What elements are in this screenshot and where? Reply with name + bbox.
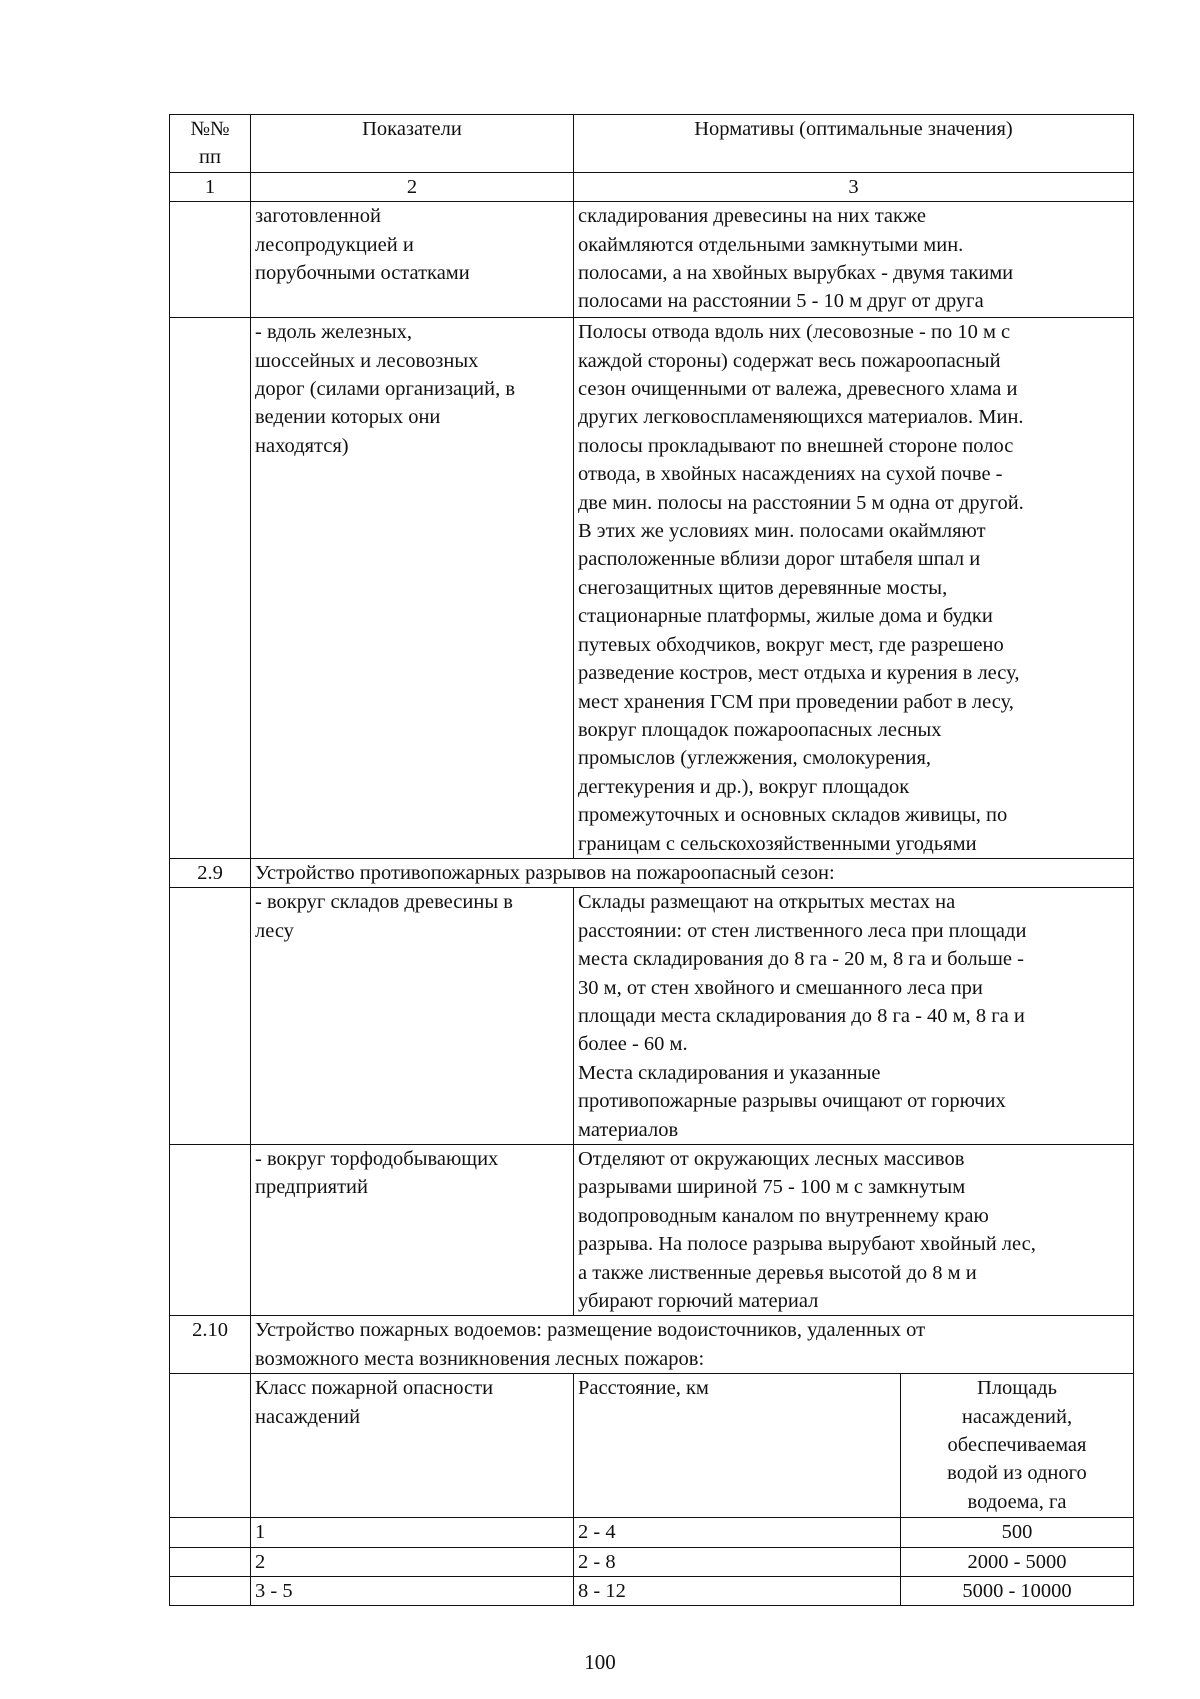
header-norms-col: Нормативы (оптимальные значения) — [574, 115, 1134, 173]
section-row — [170, 1316, 1134, 1374]
norm-cell: складирования древесины на них также окаймляются отдельными замкнутыми мин. полосами, а на хвойных вырубках - двумя такими полосами на расстоянии 5 - 10 м друг от друга — [574, 202, 1134, 318]
fire-class-header: Класс пожарной опасности насаждений — [251, 1374, 574, 1518]
table-header-row — [170, 115, 1134, 173]
distance-cell: 2 - 8 — [574, 1547, 901, 1576]
section-number: 2.10 — [170, 1316, 251, 1374]
table-row — [170, 1145, 1134, 1316]
subtable-header-row — [170, 1374, 1134, 1518]
fire-class-cell: 3 - 5 — [251, 1577, 574, 1606]
area-cell: 2000 - 5000 — [901, 1547, 1134, 1576]
area-cell: 5000 - 10000 — [901, 1577, 1134, 1606]
section-row — [170, 858, 1134, 887]
norm-cell: Полосы отвода вдоль них (лесовозные - по 10 м с каждой стороны) содержат весь пожароопасный сезон очищенными от валежа, древесного хлама и других легковоспламеняющихся материалов. Мин. полосы прокладывают по внешней стороне полос отвода, в хвойных насаждениях на сухой почве - две мин. полосы на расстоянии 5 м одна от другой. В этих же условиях мин. полосами окаймляют расположенные вблизи дорог штабеля шпал и снегозащитных щитов деревянные мосты, стационарные платформы, жилые дома и будки путевых обходчиков, вокруг мест, где разрешено разведение костров, мест отдыха и курения в лесу, мест хранения ГСМ при проведении работ в лесу, вокруг площадок пожароопасных лесных промыслов (углежжения, смолокурения, дегтекурения и др.), вокруг площадок промежуточных и основных складов живицы, по границам с сельскохозяйственными угодьями — [574, 318, 1134, 859]
norms-table — [169, 114, 1134, 1606]
column-numbering-row — [170, 172, 1134, 201]
row-number-cell — [170, 202, 251, 318]
indicator-cell: - вокруг складов древесины в лесу — [251, 888, 574, 1145]
norm-cell: Склады размещают на открытых местах на расстоянии: от стен лиственного леса при площади места складирования до 8 га - 20 м, 8 га и больше - 30 м, от стен хвойного и смешанного леса при площади места складирования до 8 га - 40 м, 8 га и более - 60 м. Места складирования и указанные противопожарные разрывы очищают от горючих материалов — [574, 888, 1134, 1145]
table-row — [170, 1518, 1134, 1547]
section-title: Устройство пожарных водоемов: размещение водоисточников, удаленных от возможного места возникновения лесных пожаров: — [251, 1316, 1134, 1374]
row-number-cell — [170, 318, 251, 859]
indicator-cell: заготовленной лесопродукцией и порубочными остатками — [251, 202, 574, 318]
row-number-cell — [170, 1374, 251, 1518]
fire-class-cell: 2 — [251, 1547, 574, 1576]
table-row — [170, 1547, 1134, 1576]
distance-cell: 2 - 4 — [574, 1518, 901, 1547]
section-title: Устройство противопожарных разрывов на пожароопасный сезон: — [251, 858, 1134, 887]
area-cell: 500 — [901, 1518, 1134, 1547]
row-number-cell — [170, 1145, 251, 1316]
row-number-cell — [170, 1577, 251, 1606]
column-number-2: 2 — [251, 172, 574, 201]
header-number-col: №№ пп — [170, 115, 251, 173]
page-number: 100 — [584, 1650, 616, 1674]
indicator-cell: - вдоль железных, шоссейных и лесовозных дорог (силами организаций, в ведении которых они находятся) — [251, 318, 574, 859]
row-number-cell — [170, 1547, 251, 1576]
table-row — [170, 1577, 1134, 1606]
table-row — [170, 202, 1134, 318]
row-number-cell — [170, 888, 251, 1145]
row-number-cell — [170, 1518, 251, 1547]
fire-class-cell: 1 — [251, 1518, 574, 1547]
indicator-cell: - вокруг торфодобывающих предприятий — [251, 1145, 574, 1316]
table-row — [170, 318, 1134, 859]
area-header: Площадь насаждений, обеспечиваемая водой из одного водоема, га — [901, 1374, 1134, 1518]
section-number: 2.9 — [170, 858, 251, 887]
header-indicators-col: Показатели — [251, 115, 574, 173]
column-number-3: 3 — [574, 172, 1134, 201]
column-number-1: 1 — [170, 172, 251, 201]
table-row — [170, 888, 1134, 1145]
norm-cell: Отделяют от окружающих лесных массивов разрывами шириной 75 - 100 м с замкнутым водопроводным каналом по внутреннему краю разрыва. На полосе разрыва вырубают хвойный лес, а также лиственные деревья высотой до 8 м и убирают горючий материал — [574, 1145, 1134, 1316]
distance-cell: 8 - 12 — [574, 1577, 901, 1606]
distance-header: Расстояние, км — [574, 1374, 901, 1518]
